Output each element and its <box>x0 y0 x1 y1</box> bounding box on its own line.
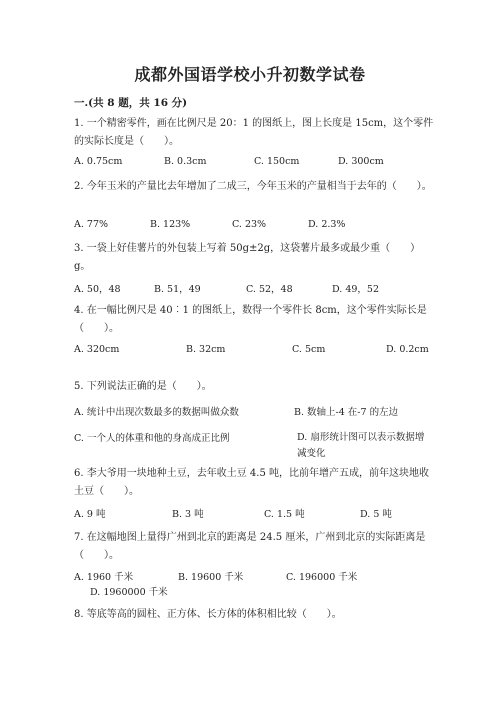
question-2: 2. 今年玉米的产量比去年增加了二成三，今年玉米的产量相当于去年的（ ）。 <box>74 181 432 192</box>
option-c: C. 196000 千米 <box>286 572 358 583</box>
option-a: A. 统计中出现次数最多的数据叫做众数 <box>74 407 239 418</box>
option-a: A. 50，48 <box>74 284 121 295</box>
option-a: A. 77% <box>74 219 109 230</box>
question-2-options <box>74 219 434 235</box>
question-7-options <box>74 569 434 585</box>
option-c: C. 一个人的体重和他的身高成正比例 <box>74 433 230 444</box>
option-b: B. 19600 千米 <box>178 572 244 583</box>
option-c: C. 1.5 吨 <box>264 509 305 520</box>
question-7: 7. 在这幅地图上量得广州到北京的距离是 24.5 厘米，广州到北京的实际距离是（ ）。 <box>74 532 426 561</box>
question-8: 8. 等底等高的圆柱、正方体、长方体的体积相比较（ ）。 <box>74 609 342 620</box>
question-4: 4. 在一幅比例尺是 40︰1 的图纸上，数得一个零件长 8cm，这个零件实际长是（ ）。 <box>74 305 427 334</box>
question-6: 6. 李大爷用一块地种土豆，去年收土豆 4.5 吨，比前年增产五成，前年这块地收土豆（ ）。 <box>74 468 429 497</box>
option-d: D. 1960000 千米 <box>90 587 168 598</box>
option-c: C. 150cm <box>254 156 300 167</box>
question-4-options <box>74 344 434 360</box>
option-d: D. 扇形统计图可以表示数据增减变化 <box>297 432 425 459</box>
question-1-options <box>74 156 434 172</box>
option-b: B. 51，49 <box>154 284 201 295</box>
question-1: 1. 一个精密零件，画在比例尺是 20：1 的图纸上，图上长度是 15cm，这个零件的实际长度是（ ）。 <box>74 118 434 147</box>
option-b: B. 3 吨 <box>172 509 204 520</box>
option-b: B. 0.3cm <box>164 156 207 167</box>
question-7-options-d <box>74 584 434 600</box>
option-a: A. 1960 千米 <box>74 572 134 583</box>
option-d: D. 2.3% <box>308 219 346 230</box>
option-a: A. 0.75cm <box>74 156 123 167</box>
option-d: D. 5 吨 <box>360 509 392 520</box>
question-6-options <box>74 506 434 522</box>
question-3: 3. 一袋上好佳薯片的外包装上写着 50g±2g，这袋薯片最多或最少重（ ）g。 <box>74 243 421 272</box>
option-b: B. 32cm <box>186 344 226 355</box>
option-c: C. 5cm <box>292 344 326 355</box>
option-b: B. 123% <box>150 219 191 230</box>
option-a: A. 320cm <box>74 344 120 355</box>
option-a: A. 9 吨 <box>74 509 106 520</box>
option-c: C. 23% <box>232 219 267 230</box>
option-d: D. 49，52 <box>332 284 379 295</box>
question-5-options-ab <box>74 404 434 420</box>
section-heading: 一.(共 8 题，共 16 分) <box>74 97 188 109</box>
option-c: C. 52，48 <box>246 284 293 295</box>
question-5: 5. 下列说法正确的是（ ）。 <box>74 381 212 392</box>
question-3-options <box>74 281 434 297</box>
option-d: D. 300cm <box>338 156 384 167</box>
option-d: D. 0.2cm <box>386 344 429 355</box>
option-b: B. 数轴上-4 在-7 的左边 <box>294 407 399 418</box>
page-title: 成都外国语学校小升初数学试卷 <box>134 65 366 84</box>
